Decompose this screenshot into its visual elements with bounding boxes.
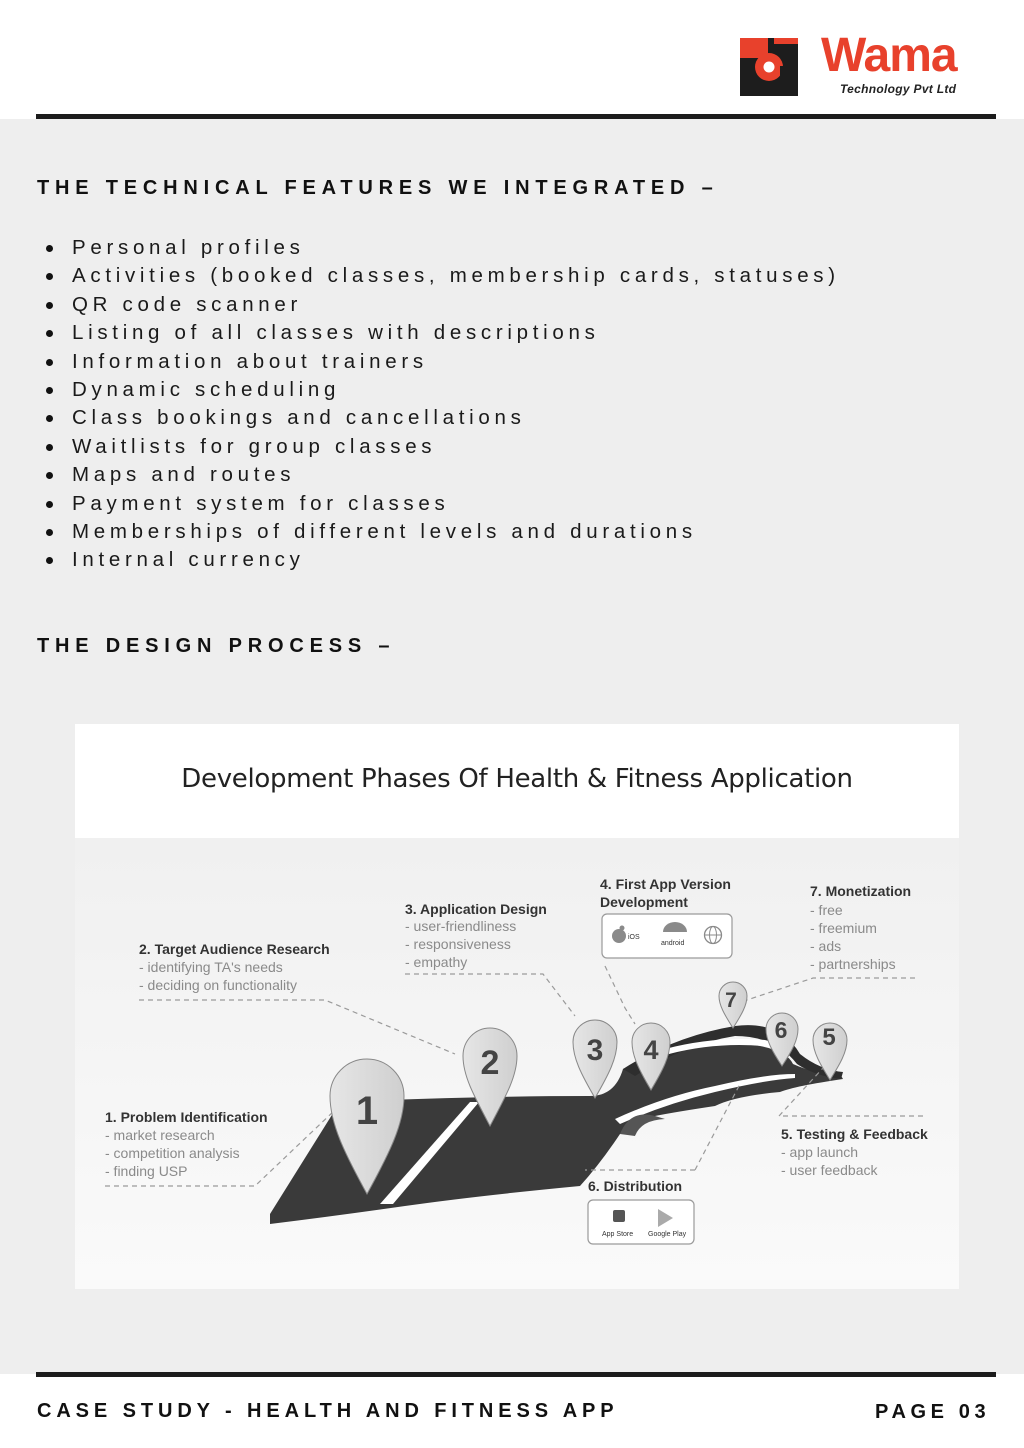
feature-item: Memberships of different levels and durations xyxy=(37,518,840,546)
development-phases-figure xyxy=(75,724,959,1289)
phase-item: - user-friendliness xyxy=(405,918,517,934)
logo-wordmark: Wama xyxy=(821,29,957,82)
phase-item: - competition analysis xyxy=(105,1145,240,1161)
phase-item: - user feedback xyxy=(781,1162,878,1178)
phase-item: - free xyxy=(810,902,843,918)
footer-document-title: CASE STUDY - HEALTH AND FITNESS APP xyxy=(37,1400,619,1422)
phase-item: - partnerships xyxy=(810,956,896,972)
app-store-label: App Store xyxy=(602,1231,634,1238)
pin-number: 4 xyxy=(643,1035,659,1065)
feature-item: Internal currency xyxy=(37,546,840,574)
logo-mark-icon xyxy=(738,36,800,98)
feature-item: Activities (booked classes, membership cards, statuses) xyxy=(37,262,840,290)
phase-title: 3. Application Design xyxy=(405,901,547,917)
bullet-icon xyxy=(46,529,53,536)
logo-tagline: Technology Pvt Ltd xyxy=(840,82,957,96)
footer-page-number: PAGE 03 xyxy=(875,1401,991,1423)
pin-number: 5 xyxy=(822,1024,836,1051)
pin-number: 2 xyxy=(480,1044,500,1082)
platform-android-label: android xyxy=(661,940,685,947)
bullet-icon xyxy=(46,359,53,366)
feature-item: Maps and routes xyxy=(37,461,840,489)
phase-item: - ads xyxy=(810,938,842,954)
feature-item: Class bookings and cancellations xyxy=(37,404,840,432)
bullet-icon xyxy=(46,273,53,280)
feature-item: Waitlists for group classes xyxy=(37,433,840,461)
phase-item: - deciding on functionality xyxy=(139,977,297,993)
phase-title: Development xyxy=(600,894,688,910)
footer-divider xyxy=(36,1372,996,1377)
feature-item: Personal profiles xyxy=(37,234,840,262)
feature-item: Dynamic scheduling xyxy=(37,376,840,404)
stores-badge xyxy=(588,1200,694,1244)
phase-6-label xyxy=(588,1178,682,1194)
feature-item: Payment system for classes xyxy=(37,490,840,518)
roadmap-illustration xyxy=(75,724,959,1289)
feature-item: QR code scanner xyxy=(37,291,840,319)
app-store-icon xyxy=(613,1210,625,1222)
phase-title: 2. Target Audience Research xyxy=(139,941,330,957)
pin-number: 3 xyxy=(586,1034,604,1067)
figure-title: Development Phases Of Health & Fitness Application xyxy=(181,764,853,794)
bullet-icon xyxy=(46,472,53,479)
phase-title: 5. Testing & Feedback xyxy=(781,1126,928,1142)
bullet-icon xyxy=(46,387,53,394)
features-heading: THE TECHNICAL FEATURES WE INTEGRATED – xyxy=(37,177,719,199)
pin-number: 7 xyxy=(725,989,737,1012)
google-play-label: Google Play xyxy=(648,1231,687,1238)
phase-title: 7. Monetization xyxy=(810,883,912,899)
phase-item: - finding USP xyxy=(105,1163,188,1179)
phase-item: - responsiveness xyxy=(405,936,511,952)
phase-item: - app launch xyxy=(781,1144,859,1160)
bullet-icon xyxy=(46,501,53,508)
features-list xyxy=(37,234,840,575)
bullet-icon xyxy=(46,302,53,309)
bullet-icon xyxy=(46,330,53,337)
bullet-icon xyxy=(46,444,53,451)
pin-number: 6 xyxy=(774,1017,788,1043)
feature-item: Information about trainers xyxy=(37,348,840,376)
phase-item: - market research xyxy=(105,1127,215,1143)
feature-item: Listing of all classes with descriptions xyxy=(37,319,840,347)
phase-title: 6. Distribution xyxy=(588,1178,683,1194)
phase-item: - identifying TA's needs xyxy=(139,959,283,975)
company-logo xyxy=(738,29,988,102)
phase-title: 4. First App Version xyxy=(600,876,731,892)
page-header xyxy=(0,0,1024,118)
platform-ios-label: iOS xyxy=(628,934,640,941)
phase-title: 1. Problem Identification xyxy=(105,1109,268,1125)
bullet-icon xyxy=(46,245,53,252)
platforms-badge xyxy=(602,914,732,958)
pin-number: 1 xyxy=(355,1089,379,1133)
bullet-icon xyxy=(46,557,53,564)
phase-item: - empathy xyxy=(405,954,468,970)
design-process-heading: THE DESIGN PROCESS – xyxy=(37,635,396,657)
phase-item: - freemium xyxy=(810,920,877,936)
bullet-icon xyxy=(46,415,53,422)
